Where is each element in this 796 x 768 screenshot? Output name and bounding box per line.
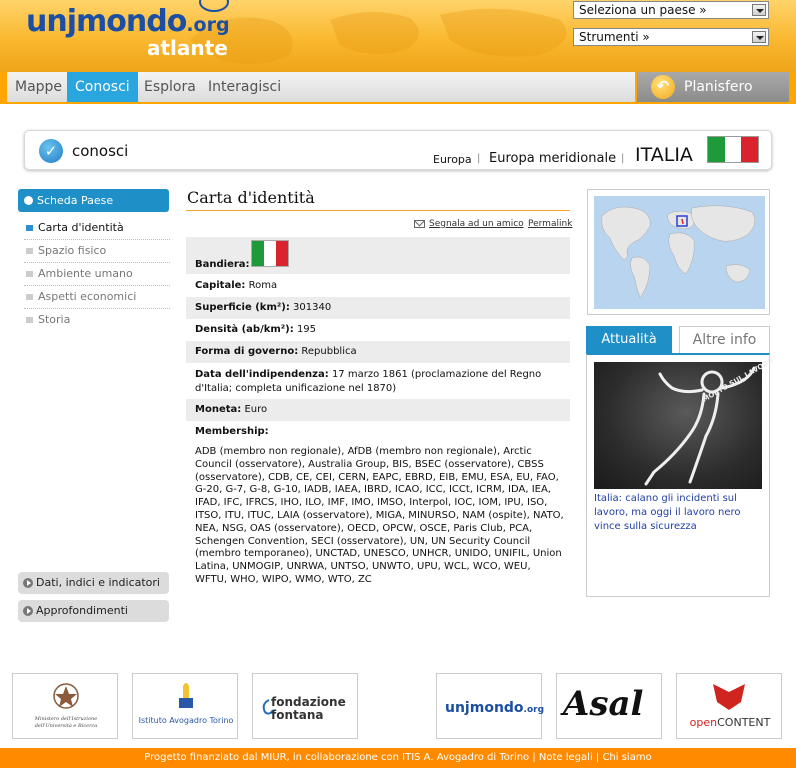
miur-text-1: Ministero dell'Istruzione — [34, 716, 98, 722]
logo-main: unjmondo — [26, 4, 187, 39]
opencontent-text-1: open — [689, 716, 718, 729]
country-select[interactable] — [573, 1, 769, 19]
partner-unimondo[interactable] — [436, 673, 545, 739]
main-nav — [0, 72, 796, 104]
tools-select[interactable] — [573, 28, 769, 46]
planisfero-button[interactable] — [637, 72, 789, 102]
nav-item-conosci[interactable]: Conosci — [67, 72, 138, 102]
opencontent-box-icon — [677, 674, 783, 740]
country-select-value: Seleziona un paese » — [579, 3, 707, 17]
currency-row — [186, 399, 570, 421]
partner-fondazione-fontana[interactable] — [252, 673, 358, 739]
capital-value: Roma — [248, 280, 278, 291]
sidebar-item-ambiente-umano[interactable]: Ambiente umano — [24, 263, 170, 286]
logo-speech-bubble-icon — [190, 0, 230, 14]
breadcrumb-europa[interactable]: Europa — [433, 153, 472, 166]
news-headline-link[interactable]: Italia: calano gli incidenti sul lavoro, ma oggi il lavoro nero vince sulla sicurezza — [594, 493, 741, 532]
independence-label: Data dell'indipendenza: — [195, 369, 329, 380]
area-value: 301340 — [293, 302, 332, 313]
section-bar — [24, 130, 772, 170]
world-map-graphic — [594, 196, 765, 309]
body-outline-graphic — [594, 356, 775, 489]
membership-label: Membership: — [195, 426, 269, 437]
italy-flag — [251, 240, 289, 267]
footer-bar: Progetto finanziato dal MIUR, in collaborazione con ITIS A. Avogadro di Torino | Note legali | Chi siamo — [0, 748, 796, 768]
currency-value: Euro — [244, 404, 268, 415]
partner-opencontent[interactable] — [676, 673, 782, 739]
miur-text-2: dell'Università e Ricerca — [34, 723, 98, 729]
area-row — [186, 297, 570, 319]
area-label: Superficie (km²): — [195, 302, 290, 313]
membership-list: ADB (membro non regionale), AfDB (membro non regionale), Arctic Council (osservatore), Australia Group, BIS, BSEC (osservatore), CBSS (osservatore), CDB, CE, CEI, CERN, EAPC, EBRD, EIB, EMU, ESA, EU, FAO, G-20, G-7, G-8, G-10, IADB, IAEA, IBRD, ICAO, ICC, ICCt, ICRM, IDA, IEA, IFAD, IFC, IFRCS, IHO, ILO, IMF, IMO, IMSO, Interpol, IOC, IOM, IPU, ISO, ITSO, ITU, ITUC, LAIA (osservatore), MIGA, MINURSO, NAM (ospite), NATO, NEA, NSG, OAS (osservatore), OECD, OPCW, OSCE, Paris Club, PCA, Schengen Convention, SECI (osservatore), UN, UN Security Council (membro temporaneo), UNCTAD, UNESCO, UNHCR, UNIDO, UNIFIL, Union Latina, UNMOGIP, UNRWA, UNTSO, UNWTO, UPU, WCL, WCO, WEU, WFTU, WHO, WIPO, WMO, WTO, ZC — [195, 446, 564, 585]
dati-indici-button[interactable]: Dati, indici e indicatori — [18, 572, 169, 594]
world-map[interactable] — [594, 196, 765, 309]
italy-flag-large — [707, 136, 759, 163]
nav-bar — [7, 72, 635, 102]
capital-row — [186, 275, 570, 297]
flag-row — [186, 237, 570, 274]
independence-row — [186, 363, 570, 399]
news-image-text: MORTO SUL LAVORO — [701, 356, 775, 404]
share-friend-link[interactable]: Segnala ad un amico — [429, 219, 524, 229]
unimondo-org: .org — [523, 705, 545, 715]
fondazione-text-2: fontana — [271, 708, 324, 722]
approfondimenti-button[interactable]: Approfondimenti — [18, 600, 169, 622]
nav-item-esplora[interactable]: Esplora — [144, 79, 196, 95]
avogadro-logo-icon — [133, 674, 239, 740]
government-value: Repubblica — [301, 346, 357, 357]
fondazione-text-1: fondazione — [271, 695, 346, 709]
logo-subtitle: atlante — [147, 36, 228, 60]
nav-item-mappe[interactable]: Mappe — [15, 79, 63, 95]
back-arrow-icon: ↶ — [651, 75, 675, 99]
chevron-down-icon[interactable] — [752, 31, 766, 43]
site-header — [0, 0, 796, 72]
world-map-decoration — [180, 0, 600, 72]
independence-value: 17 marzo 1861 (proclamazione del Regno d'Italia; completa unificazione nel 1870) — [195, 369, 542, 394]
section-title: conosci — [72, 142, 129, 160]
density-label: Densità (ab/km²): — [195, 324, 294, 335]
planisfero-label: Planisfero — [684, 79, 753, 95]
partner-avogadro[interactable] — [132, 673, 238, 739]
density-value: 195 — [296, 324, 317, 335]
tab-attualita[interactable]: Attualità — [586, 326, 672, 353]
government-row — [186, 341, 570, 363]
currency-label: Moneta: — [195, 404, 242, 415]
capital-label: Capitale: — [195, 280, 246, 291]
mail-icon[interactable] — [414, 220, 425, 228]
breadcrumb-europa-meridionale[interactable]: Europa meridionale — [489, 151, 617, 166]
chevron-down-icon[interactable] — [752, 4, 766, 16]
sidebar-item-storia[interactable]: Storia — [24, 309, 170, 332]
sidebar-item-spazio-fisico[interactable]: Spazio fisico — [24, 240, 170, 263]
opencontent-text-2: CONTENT — [717, 716, 771, 729]
density-row — [186, 319, 570, 341]
sidebar-item-carta-identita[interactable]: Carta d'identità — [24, 217, 170, 240]
tools-select-value: Strumenti » — [579, 30, 650, 44]
permalink-link[interactable]: Permalink — [528, 219, 573, 229]
logo-org: .org — [186, 14, 230, 36]
miur-emblem-icon — [13, 674, 119, 740]
asal-logo-text: Asal — [563, 684, 644, 724]
avogadro-label: Istituto Avogadro Torino — [138, 716, 234, 725]
partner-asal[interactable] — [556, 673, 662, 739]
partner-miur[interactable] — [12, 673, 118, 739]
sidebar-header[interactable]: Scheda Paese — [18, 189, 169, 212]
flag-label: Bandiera: — [195, 259, 250, 270]
breadcrumb-separator: | — [477, 153, 481, 164]
title-divider — [186, 210, 570, 211]
world-map-box — [587, 189, 770, 315]
membership-row — [186, 421, 570, 443]
unimondo-text: unjmondo — [445, 700, 524, 716]
tab-altre-info[interactable]: Altre info — [679, 326, 770, 353]
government-label: Forma di governo: — [195, 346, 299, 357]
sidebar-item-aspetti-economici[interactable]: Aspetti economici — [24, 286, 170, 309]
page-title: Carta d'identità — [187, 188, 315, 207]
breadcrumb-separator: | — [621, 153, 625, 164]
check-icon: ✓ — [39, 139, 63, 163]
country-name: ITALIA — [635, 144, 693, 166]
nav-item-interagisci[interactable]: Interagisci — [208, 79, 282, 95]
news-image[interactable] — [594, 356, 775, 489]
